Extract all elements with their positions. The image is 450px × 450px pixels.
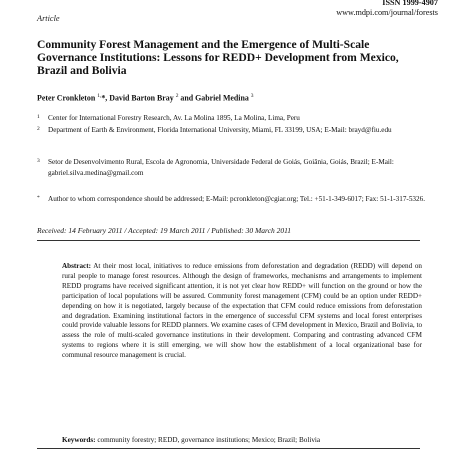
journal-url[interactable]: www.mdpi.com/journal/forests — [336, 8, 438, 17]
journal-issn: ISSN 1999-4907 — [382, 0, 438, 7]
publication-dates: Received: 14 February 2011 / Accepted: 19 March 2011 / Published: 30 March 2011 — [37, 226, 292, 235]
affiliation-number: 3 — [37, 158, 40, 164]
affiliation-3 — [37, 157, 432, 178]
author-affiliation-marker: 1, — [97, 93, 102, 99]
abstract-text: At their most local, initiatives to reduce emissions from deforestation and degradation (REDD) will depend on rural people to manage forest resources. Although the design of frameworks, mechanisms and arrangements to implement REDD programs have received significant attention, it is not yet clear how REDD+ will function on the ground or how the participation of local populations will be assured. Community forest management (CFM) could be an option under REDD+ depending on how it is negotiated, largely because of the expectation that CFM could reduce emissions from deforestation and degradation. Examining institutional factors in the emergence of successful CFM systems and local forest enterprises could provide valuable lessons for REDD planners. We examine cases of CFM development in Mexico, Brazil and Bolivia, to assess the role of multi-scaled governance institutions in their development. Comparing and contrasting advanced CFM systems to regions where it is still emerging, we will show how the establishment of a local organizational base for communal resource management is crucial. — [62, 262, 423, 360]
abstract-block — [62, 262, 422, 361]
keywords-label: Keywords: — [62, 436, 96, 444]
article-type-label: Article — [37, 14, 60, 23]
author-name: Peter Cronkleton — [37, 93, 96, 103]
author-affiliation-marker: 2 — [175, 93, 179, 99]
author-name: David Barton Bray — [109, 93, 174, 103]
affiliation-number: 1 — [37, 114, 40, 120]
divider-bottom — [37, 448, 420, 449]
keywords-text: community forestry; REDD, governance institutions; Mexico; Brazil; Bolivia — [97, 436, 321, 444]
author-separator: and — [178, 93, 196, 103]
correspondence-note — [37, 194, 432, 205]
affiliation-text: Center for International Forestry Research, Av. La Molina 1895, La Molina, Lima, Peru — [48, 114, 300, 122]
correspondence-text: Author to whom correspondence should be addressed; E-Mail: pcronkleton@cgiar.org; Tel.: +51-1-349-6017; Fax: 51-1-317-5326. — [48, 195, 425, 203]
divider-top — [37, 240, 420, 241]
author-affiliation-marker: 3 — [250, 93, 254, 99]
corresponding-marker: * — [101, 93, 106, 103]
affiliation-number: 2 — [37, 126, 40, 132]
affiliation-text: Setor de Desenvolvimento Rural, Escola de Agronomia, Universidade Federal de Goiás, Goiânia, Goiás, Brazil; E-Mail: gabriel.silva.medina@gmail.com — [48, 158, 394, 177]
paper-title: Community Forest Management and the Emergence of Multi-Scale Governance Institutions: Lessons for REDD+ Development from Mexico, Brazil and Bolivia — [37, 38, 399, 78]
author-separator: , — [105, 93, 110, 103]
corresponding-marker: * — [37, 195, 40, 201]
keywords-line — [62, 436, 427, 444]
author-list — [37, 93, 427, 103]
affiliation-2 — [37, 125, 432, 136]
affiliation-1 — [37, 113, 432, 124]
author-name: Gabriel Medina — [195, 93, 249, 103]
affiliation-text: Department of Earth & Environment, Florida International University, Miami, FL 33199, USA; E-Mail: brayd@fiu.edu — [48, 126, 392, 134]
abstract-label: Abstract: — [62, 262, 91, 270]
